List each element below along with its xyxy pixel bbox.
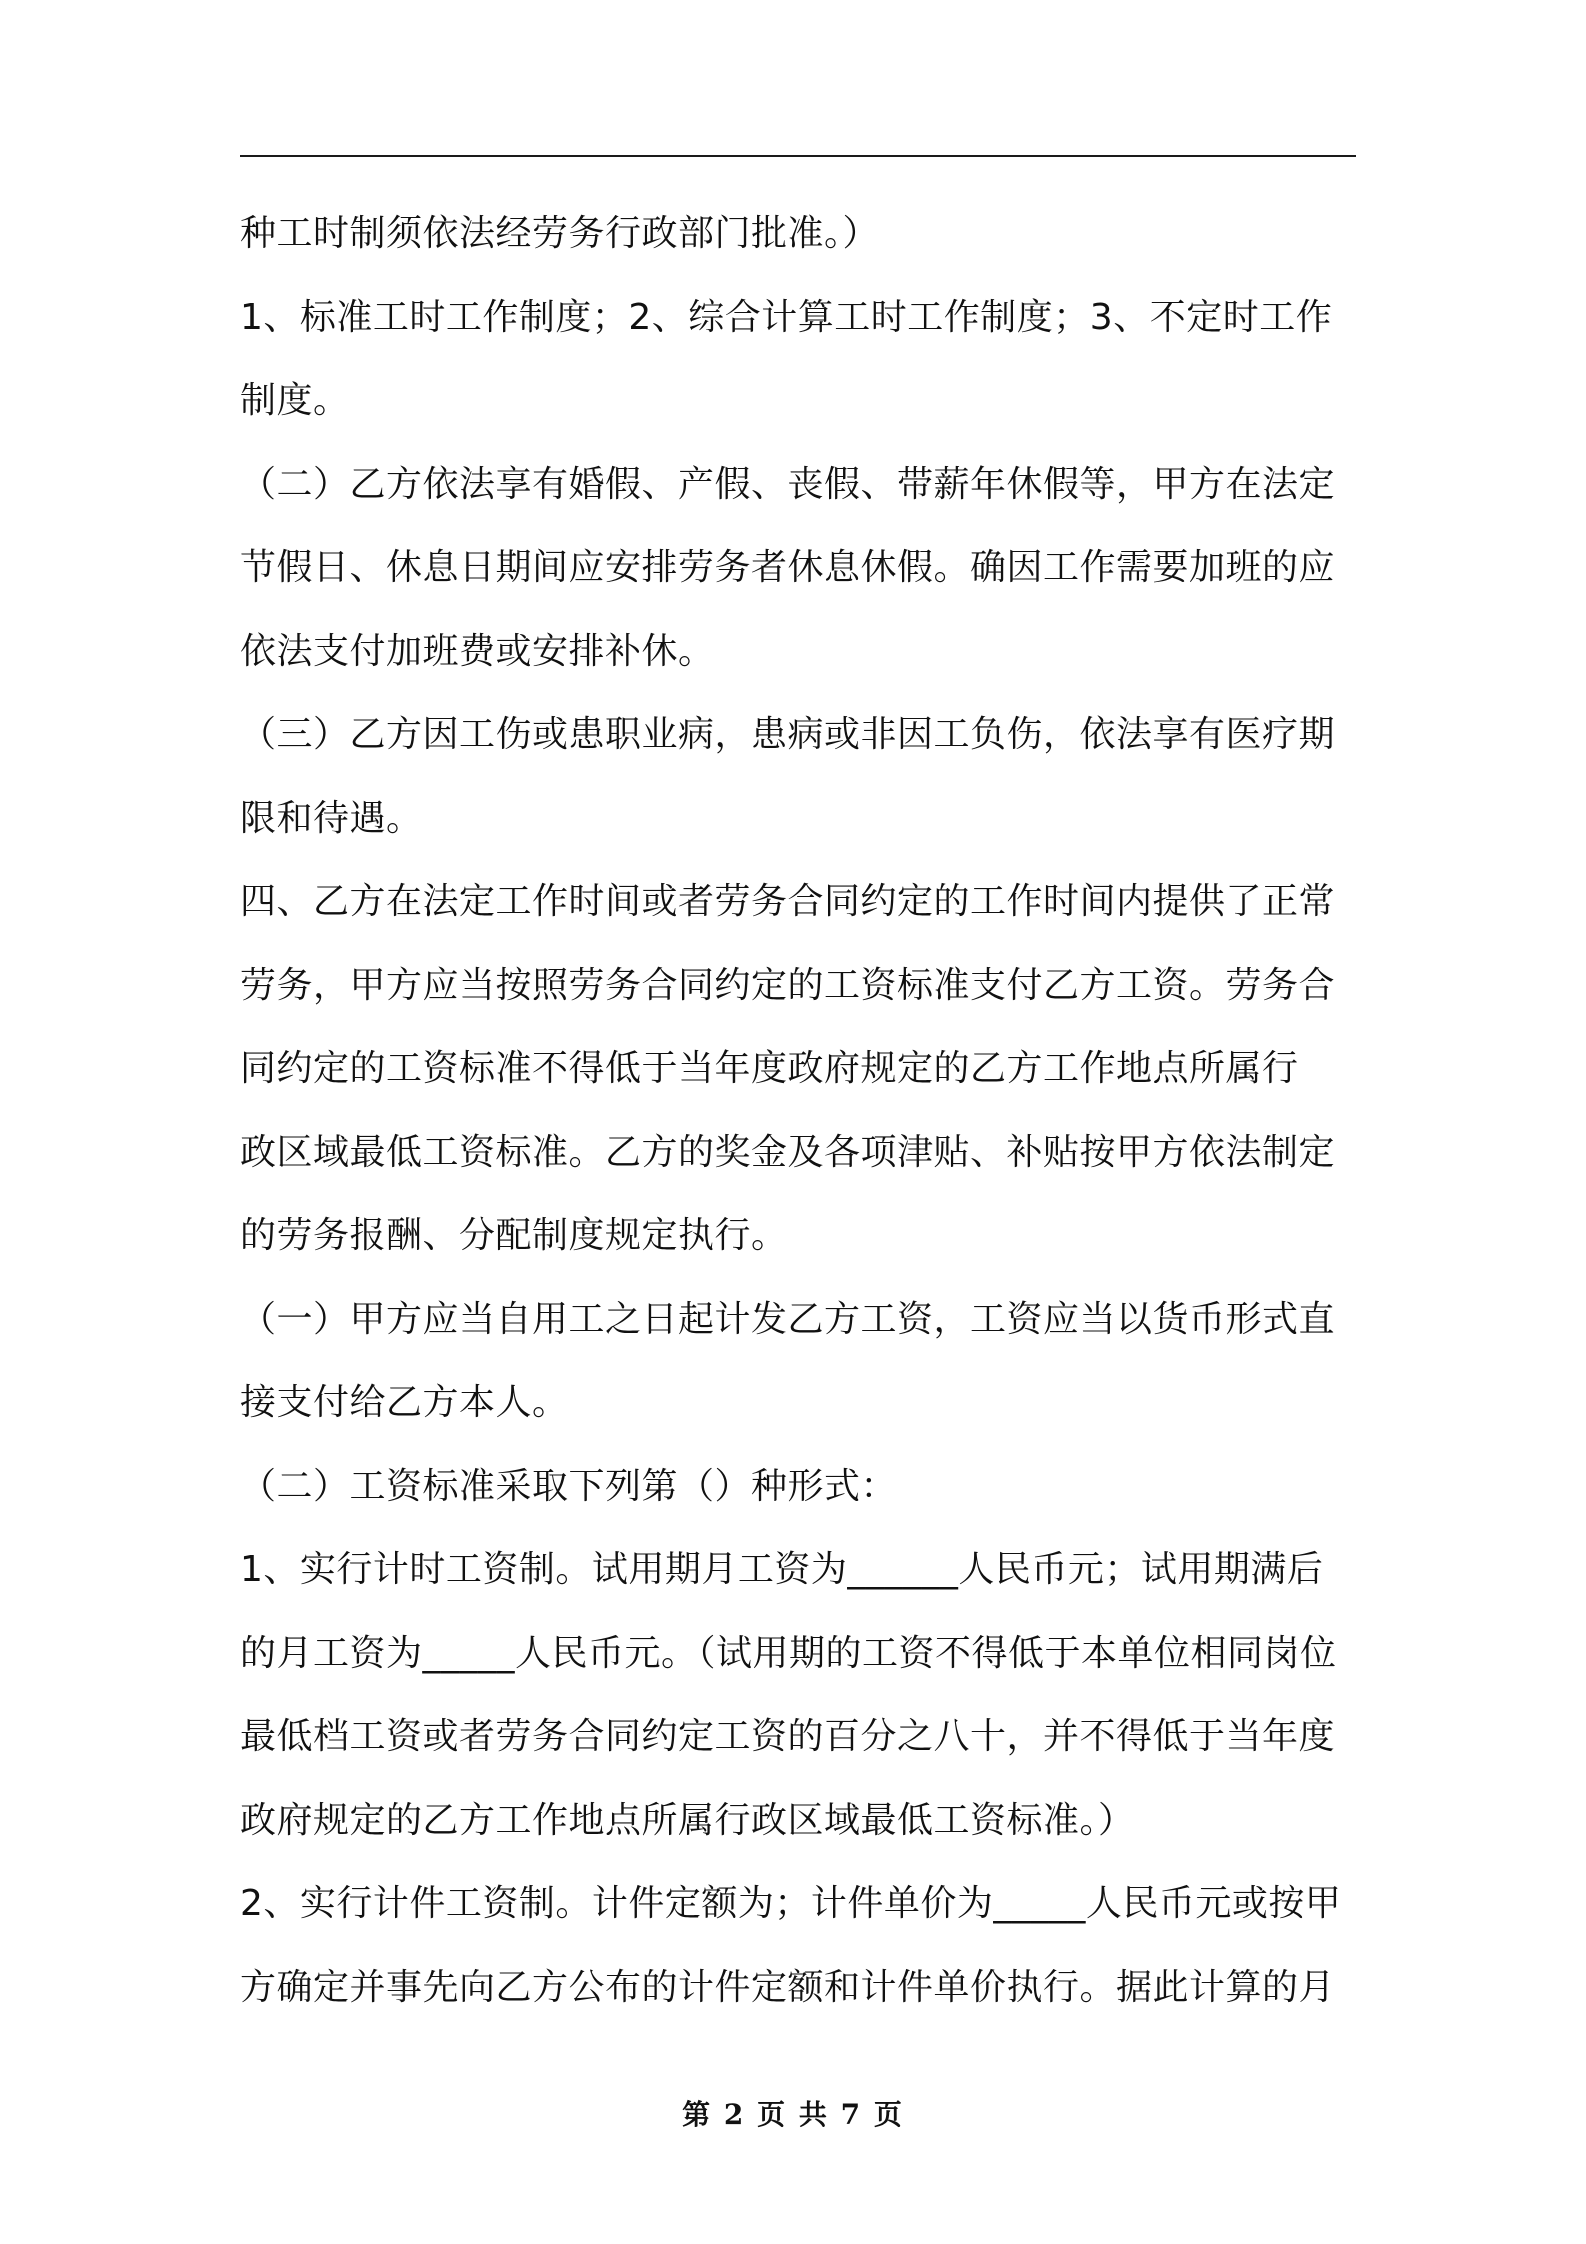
header-rule <box>240 155 1356 157</box>
text-line: 种工时制须依法经劳务行政部门批准。） <box>240 213 880 254</box>
text-line: 最低档工资或者劳务合同约定工资的百分之八十，并不得低于当年度 <box>240 1716 1336 1757</box>
page-number-footer: 第 2 页 共 7 页 <box>682 2098 904 2131</box>
text-line: 政府规定的乙方工作地点所属行政区域最低工资标准。） <box>240 1799 1135 1841</box>
text-line: 1、标准工时工作制度；2、综合计算工时工作制度；3、不定时工作 <box>240 296 1333 338</box>
text-line: 1、实行计时工资制。试用期月工资为______人民币元；试用期满后 <box>240 1549 1324 1590</box>
text-line: （三）乙方因工伤或患职业病，患病或非因工负伤，依法享有医疗期 <box>240 714 1336 755</box>
text-line: 节假日、休息日期间应安排劳务者休息休假。确因工作需要加班的应 <box>240 547 1336 588</box>
text-line: 依法支付加班费或安排补休。 <box>240 630 715 672</box>
text-line: 政区域最低工资标准。乙方的奖金及各项津贴、补贴按甲方依法制定 <box>240 1131 1336 1173</box>
text-line: （二）乙方依法享有婚假、产假、丧假、带薪年休假等，甲方在法定 <box>240 463 1336 505</box>
text-line: 2、实行计件工资制。计件定额为；计件单价为_____人民币元或按甲 <box>240 1883 1342 1924</box>
text-line: （一）甲方应当自用工之日起计发乙方工资，工资应当以货币形式直 <box>240 1298 1336 1340</box>
text-line: 方确定并事先向乙方公布的计件定额和计件单价执行。据此计算的月 <box>240 1966 1336 2008</box>
text-line: 劳务，甲方应当按照劳务合同约定的工资标准支付乙方工资。劳务合 <box>240 964 1336 1006</box>
text-line: 接支付给乙方本人。 <box>240 1382 569 1423</box>
text-line: 同约定的工资标准不得低于当年度政府规定的乙方工作地点所属行 <box>240 1048 1299 1089</box>
text-line: 限和待遇。 <box>240 797 423 839</box>
text-line: 的劳务报酬、分配制度规定执行。 <box>240 1215 788 1256</box>
body-text <box>240 192 1356 2029</box>
text-line: 四、乙方在法定工作时间或者劳务合同约定的工作时间内提供了正常 <box>240 881 1336 922</box>
text-line: （二）工资标准采取下列第（）种形式： <box>240 1465 898 1507</box>
text-line: 的月工资为_____人民币元。（试用期的工资不得低于本单位相同岗位 <box>240 1632 1337 1674</box>
text-line: 制度。 <box>240 380 350 421</box>
